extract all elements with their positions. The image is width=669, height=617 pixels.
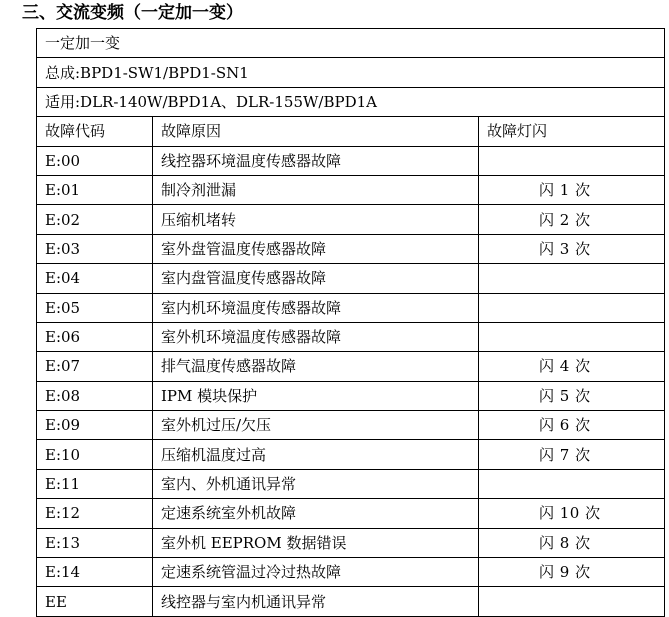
table-row: [37, 528, 665, 557]
fault-code-cell: E:13: [37, 528, 153, 557]
fault-code-cell: E:01: [37, 175, 153, 204]
fault-code-cell: E:07: [37, 352, 153, 381]
table-row: [37, 234, 665, 263]
fault-blink-text: 闪 5 次: [539, 386, 591, 405]
table-row: [37, 440, 665, 469]
table-row: [37, 322, 665, 351]
table-row: [37, 558, 665, 587]
fault-cause-cell: 室内机环境温度传感器故障: [153, 293, 479, 322]
info-applicable-cell: 适用:DLR-140W/BPD1A、DLR-155W/BPD1A: [37, 87, 665, 116]
fault-code-cell: E:02: [37, 205, 153, 234]
table-row: [37, 205, 665, 234]
fault-code-cell: E:05: [37, 293, 153, 322]
header-row: [37, 117, 665, 146]
fault-blink-cell: [479, 499, 665, 528]
fault-blink-text: 闪 3 次: [539, 239, 591, 258]
fault-cause-cell: 室外机环境温度传感器故障: [153, 322, 479, 351]
fault-blink-cell: [479, 381, 665, 410]
table-row: [37, 146, 665, 175]
fault-cause-cell: 定速系统室外机故障: [153, 499, 479, 528]
info-mode-cell: 一定加一变: [37, 29, 665, 58]
fault-blink-text: 闪 10 次: [539, 504, 601, 523]
fault-cause-cell: 定速系统管温过冷过热故障: [153, 558, 479, 587]
fault-code-cell: E:12: [37, 499, 153, 528]
fault-cause-cell: 线控器环境温度传感器故障: [153, 146, 479, 175]
fault-code-cell: E:04: [37, 264, 153, 293]
fault-blink-text: 闪 6 次: [539, 416, 591, 435]
table-row: [37, 469, 665, 498]
info-row-mode: [37, 29, 665, 58]
fault-blink-cell: [479, 528, 665, 557]
fault-code-table: [36, 28, 665, 617]
fault-code-cell: E:14: [37, 558, 153, 587]
fault-cause-cell: 室外机过压/欠压: [153, 411, 479, 440]
fault-blink-cell: [479, 352, 665, 381]
fault-code-cell: E:03: [37, 234, 153, 263]
fault-blink-cell: [479, 264, 665, 293]
fault-code-cell: E:06: [37, 322, 153, 351]
fault-blink-text: 闪 8 次: [539, 533, 591, 552]
fault-code-cell: E:10: [37, 440, 153, 469]
fault-blink-cell: [479, 234, 665, 263]
fault-blink-cell: [479, 322, 665, 351]
fault-blink-cell: [479, 205, 665, 234]
fault-code-cell: E:00: [37, 146, 153, 175]
table-row: [37, 264, 665, 293]
fault-blink-text: 闪 7 次: [539, 445, 591, 464]
section-heading: 三、交流变频（一定加一变）: [22, 3, 243, 23]
header-cause: 故障原因: [153, 117, 479, 146]
table-row: [37, 352, 665, 381]
fault-blink-text: 闪 4 次: [539, 357, 591, 376]
table-row: [37, 293, 665, 322]
fault-cause-cell: 压缩机温度过高: [153, 440, 479, 469]
fault-cause-cell: 室外机 EEPROM 数据错误: [153, 528, 479, 557]
info-assembly-cell: 总成:BPD1-SW1/BPD1-SN1: [37, 58, 665, 87]
table-row: [37, 499, 665, 528]
fault-blink-cell: [479, 469, 665, 498]
table-row: [37, 587, 665, 616]
header-code: 故障代码: [37, 117, 153, 146]
info-row-applicable: [37, 87, 665, 116]
table-row: [37, 411, 665, 440]
fault-cause-cell: 压缩机堵转: [153, 205, 479, 234]
fault-blink-text: 闪 9 次: [539, 563, 591, 582]
fault-cause-cell: IPM 模块保护: [153, 381, 479, 410]
fault-blink-cell: [479, 175, 665, 204]
fault-cause-cell: 制冷剂泄漏: [153, 175, 479, 204]
fault-cause-cell: 线控器与室内机通讯异常: [153, 587, 479, 616]
fault-code-cell: E:09: [37, 411, 153, 440]
fault-code-cell: E:11: [37, 469, 153, 498]
table-row: [37, 381, 665, 410]
fault-blink-cell: [479, 440, 665, 469]
fault-blink-cell: [479, 411, 665, 440]
fault-code-cell: E:08: [37, 381, 153, 410]
table-row: [37, 175, 665, 204]
fault-blink-text: 闪 2 次: [539, 210, 591, 229]
fault-table-body: [37, 29, 665, 617]
fault-blink-text: 闪 1 次: [539, 181, 591, 200]
fault-cause-cell: 室内盘管温度传感器故障: [153, 264, 479, 293]
header-blink: 故障灯闪: [479, 117, 665, 146]
fault-cause-cell: 排气温度传感器故障: [153, 352, 479, 381]
fault-cause-cell: 室外盘管温度传感器故障: [153, 234, 479, 263]
fault-blink-cell: [479, 146, 665, 175]
fault-blink-cell: [479, 587, 665, 616]
fault-blink-cell: [479, 293, 665, 322]
fault-cause-cell: 室内、外机通讯异常: [153, 469, 479, 498]
fault-blink-cell: [479, 558, 665, 587]
fault-code-cell: EE: [37, 587, 153, 616]
info-row-assembly: [37, 58, 665, 87]
